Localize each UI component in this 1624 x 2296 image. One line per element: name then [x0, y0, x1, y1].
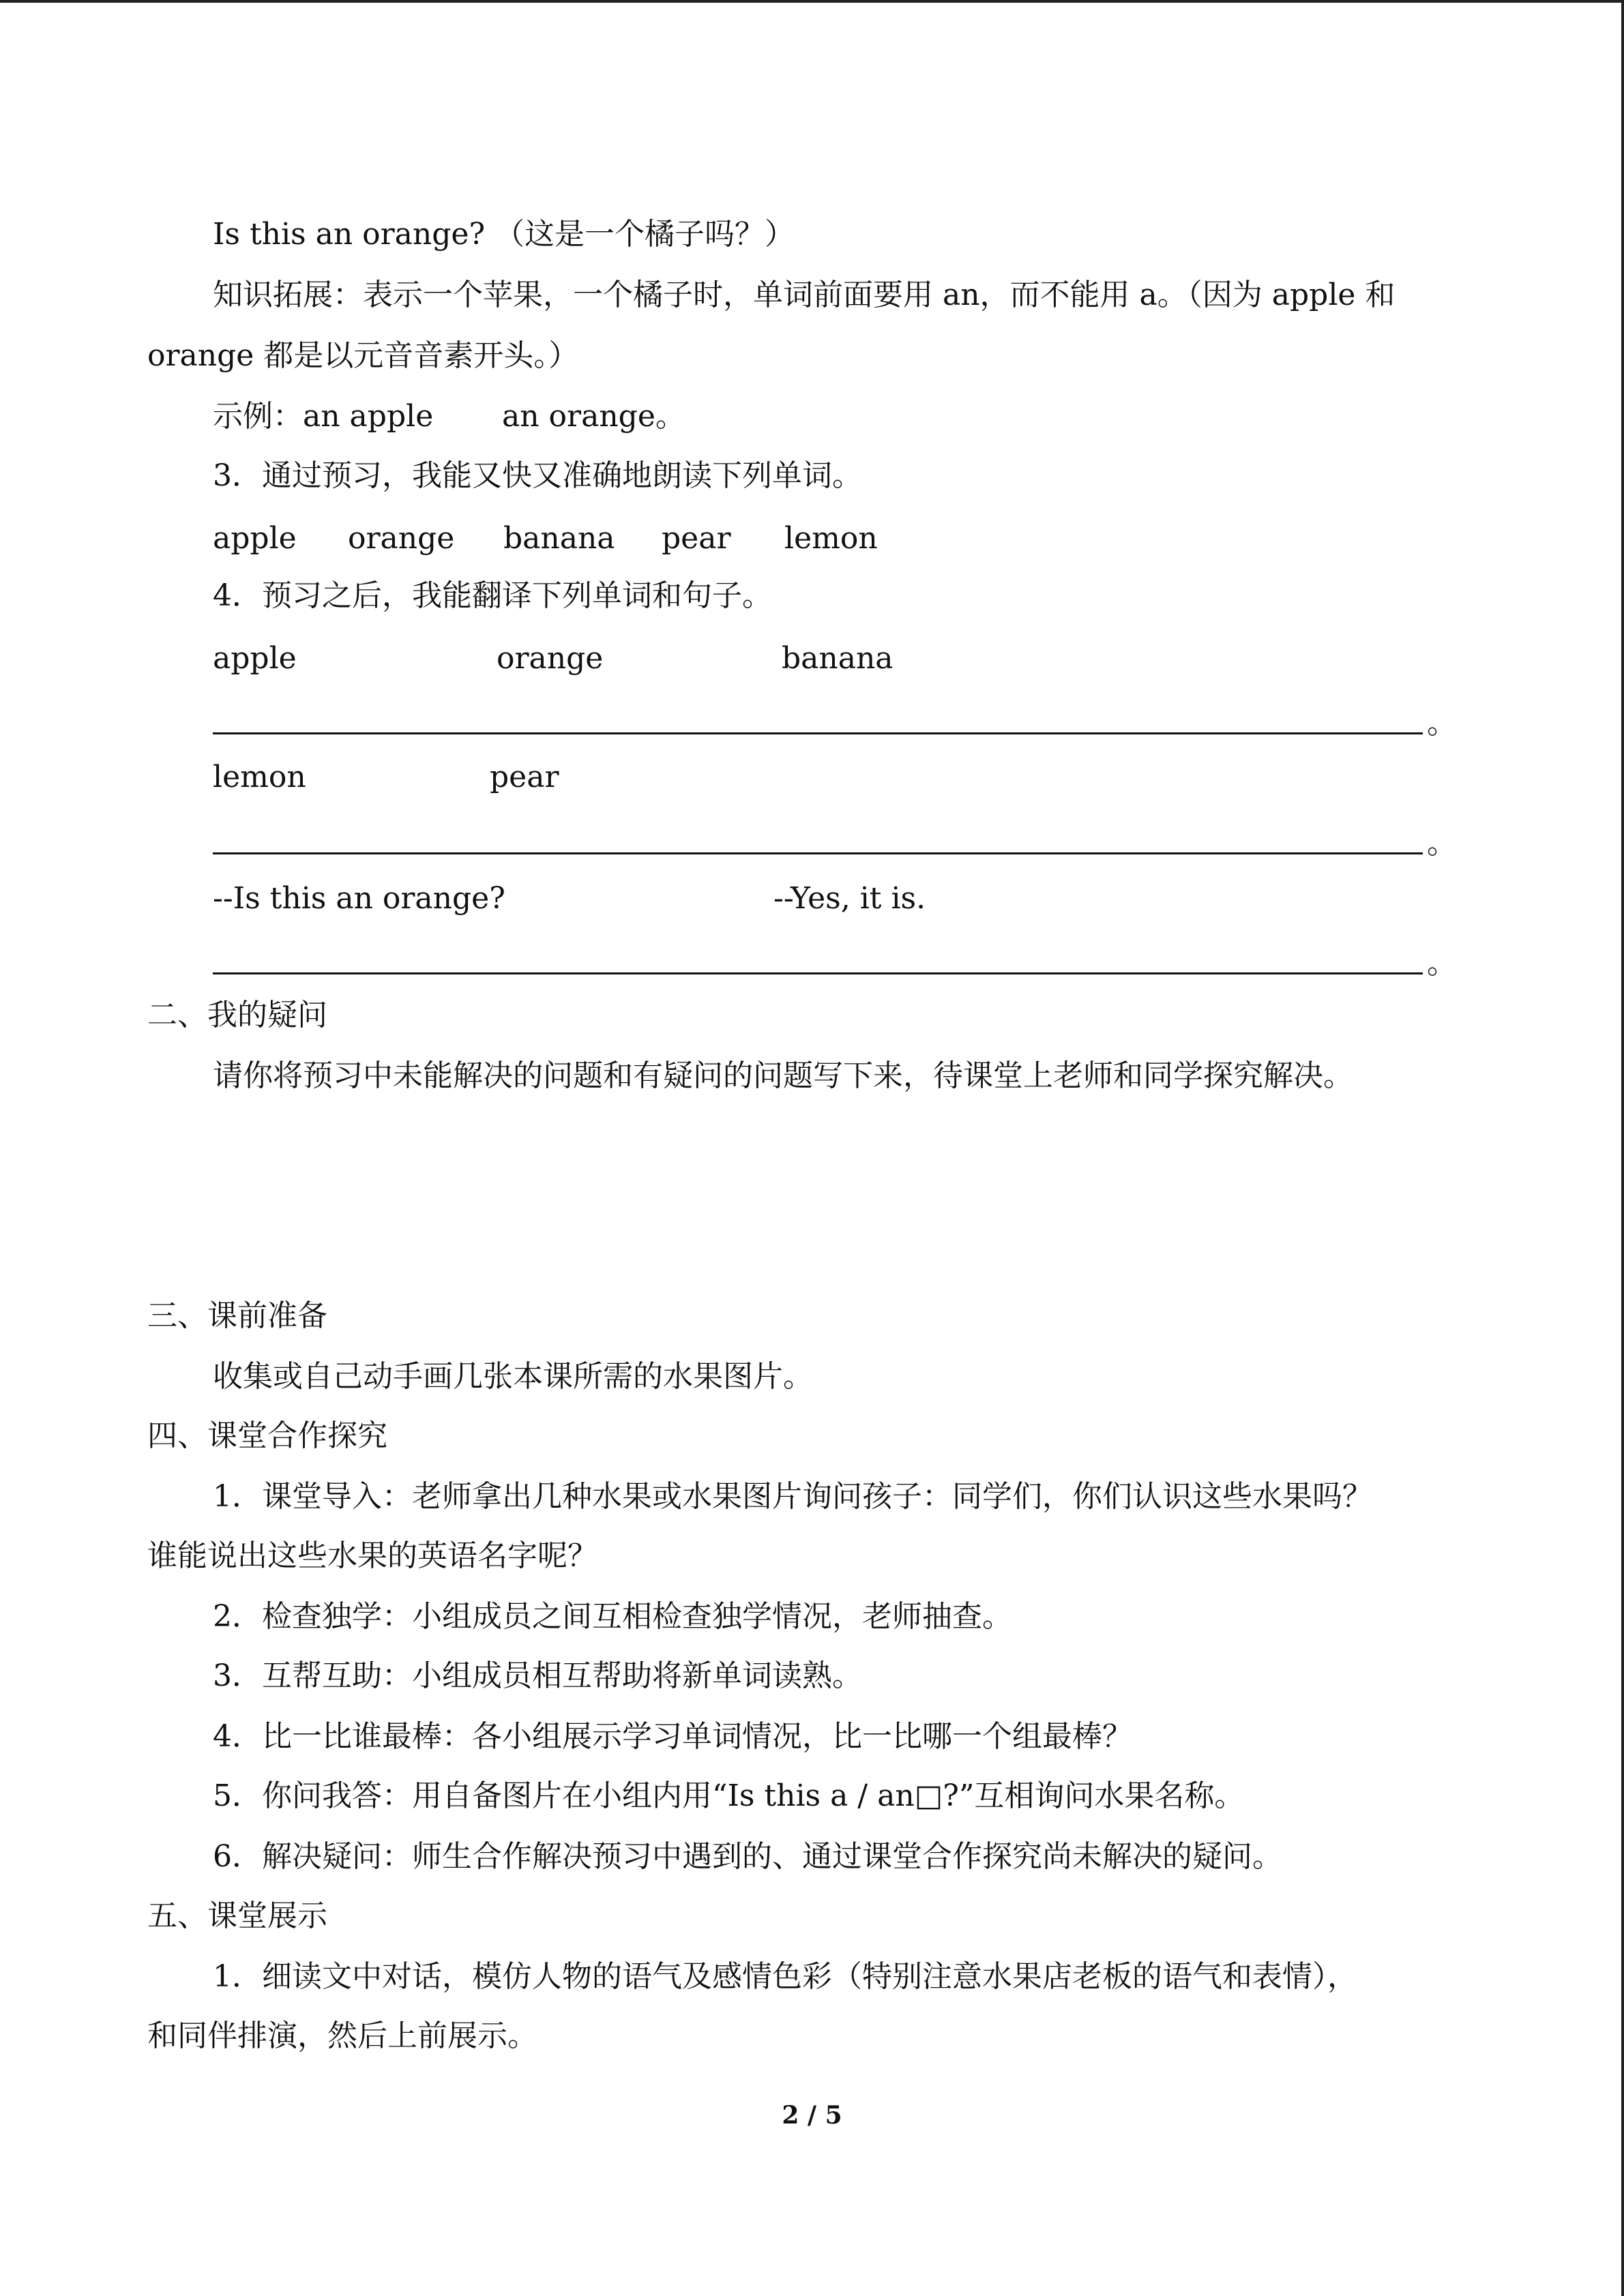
item4-row3-sentence: --Is this an orange? — [213, 881, 505, 916]
section2-body: 请你将预习中未能解决的问题和有疑问的问题写下来，待课堂上老师和同学探究解决。 — [213, 1058, 1353, 1093]
section5-item1-line1: 1．细读文中对话，模仿人物的语气及感情色彩（特别注意水果店老板的语气和表情）， — [213, 1959, 1357, 1994]
section5-heading: 五、课堂展示 — [147, 1898, 327, 1933]
section4-item5: 5．你问我答：用自备图片在小组内用“Is this a / an□?”互相询问水果名称。 — [213, 1778, 1245, 1813]
section2-heading: 二、我的疑问 — [147, 998, 327, 1032]
item3-word: orange — [348, 521, 455, 556]
item4-row3-sentence: --Yes, it is. — [773, 881, 926, 916]
section3-heading: 三、课前准备 — [147, 1298, 327, 1333]
section5-item1-line2: 和同伴排演，然后上前展示。 — [147, 2018, 537, 2053]
intro-extension-line2: orange 都是以元音音素开头。） — [147, 338, 579, 373]
item4-row1-word: orange — [497, 641, 604, 676]
section4-item4: 4．比一比谁最棒：各小组展示学习单词情况，比一比哪一个组最棒？ — [213, 1719, 1132, 1754]
item3-word: lemon — [784, 521, 878, 556]
section4-item6: 6．解决疑问：师生合作解决预习中遇到的、通过课堂合作探究尚未解决的疑问。 — [213, 1839, 1282, 1874]
item4-row1-word: apple — [213, 641, 297, 676]
item4-row1-word: banana — [782, 641, 894, 676]
page-border-right — [1621, 0, 1624, 2296]
section3-body: 收集或自己动手画几张本课所需的水果图片。 — [213, 1359, 813, 1394]
section4-heading: 四、课堂合作探究 — [147, 1418, 387, 1453]
section4-item3: 3．互帮互助：小组成员相互帮助将新单词读熟。 — [213, 1658, 862, 1693]
section4-item2: 2．检查独学：小组成员之间互相检查独学情况，老师抽查。 — [213, 1599, 1012, 1634]
item3-word: banana — [503, 521, 615, 556]
answer-blank-end-2: 。 — [1427, 826, 1457, 861]
item3-word: pear — [662, 521, 731, 556]
item3-title: 3．通过预习，我能又快又准确地朗读下列单词。 — [213, 458, 862, 493]
intro-extension-line1: 知识拓展：表示一个苹果，一个橘子时，单词前面要用 an，而不能用 a。（因为 apple 和 — [213, 278, 1396, 312]
item4-row2-word: lemon — [213, 760, 306, 794]
intro-question: Is this an orange? （这是一个橘子吗？） — [213, 217, 795, 252]
item4-row2-word: pear — [490, 760, 559, 794]
answer-blank-end-3: 。 — [1427, 946, 1457, 981]
intro-example-label: 示例：an apple — [213, 399, 434, 434]
intro-example-second: an orange。 — [502, 399, 685, 434]
answer-blank-line-3[interactable] — [213, 972, 1423, 974]
page-number: 2 / 5 — [782, 2101, 842, 2130]
section4-item1-line2: 谁能说出这些水果的英语名字呢？ — [147, 1538, 597, 1573]
item3-word: apple — [213, 521, 297, 556]
section4-item1-line1: 1．课堂导入：老师拿出几种水果或水果图片询问孩子：同学们，你们认识这些水果吗？ — [213, 1479, 1372, 1514]
page-border-top — [0, 0, 1624, 3]
answer-blank-line-2[interactable] — [213, 852, 1423, 854]
answer-blank-line-1[interactable] — [213, 732, 1423, 734]
answer-blank-end-1: 。 — [1427, 706, 1457, 741]
item4-title: 4．预习之后，我能翻译下列单词和句子。 — [213, 578, 772, 613]
